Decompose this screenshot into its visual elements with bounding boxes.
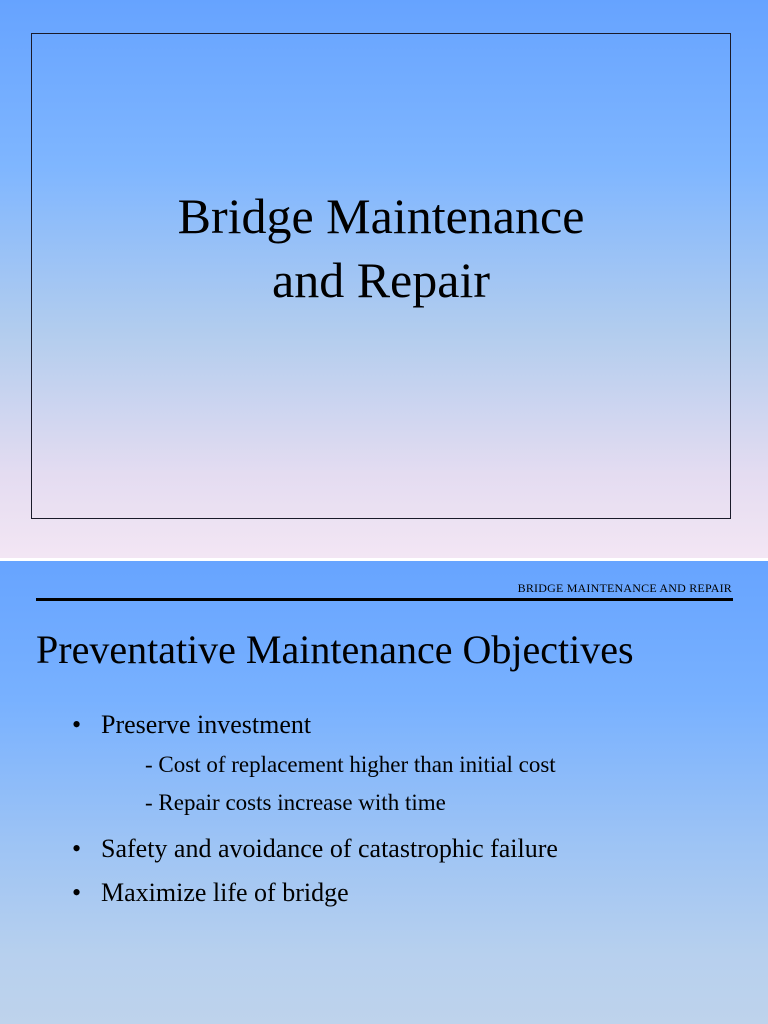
sub-bullet-item: - Repair costs increase with time xyxy=(145,790,446,815)
bullet-symbol: • xyxy=(72,834,82,863)
bullet-symbol: • xyxy=(72,710,82,739)
bullet-item xyxy=(72,709,748,741)
bullet-text: Safety and avoidance of catastrophic failure xyxy=(101,834,558,863)
title-frame xyxy=(31,33,731,519)
slide-title-line-2: and Repair xyxy=(272,252,490,308)
bullet-item xyxy=(72,877,748,909)
content-slide xyxy=(0,561,768,1024)
sub-bullet-item: - Cost of replacement higher than initial cost xyxy=(145,752,556,777)
bullet-text: Preserve investment xyxy=(101,710,312,739)
header-rule xyxy=(36,598,733,601)
slide-title-line-1: Bridge Maintenance xyxy=(177,188,585,244)
bullet-item xyxy=(72,833,748,865)
slide-heading: Preventative Maintenance Objectives xyxy=(36,627,634,672)
bullet-list xyxy=(72,709,748,909)
running-header: BRIDGE MAINTENANCE AND REPAIR xyxy=(517,581,732,595)
bullet-text: Maximize life of bridge xyxy=(101,878,349,907)
bullet-symbol: • xyxy=(72,878,82,907)
slide-title xyxy=(32,184,730,312)
